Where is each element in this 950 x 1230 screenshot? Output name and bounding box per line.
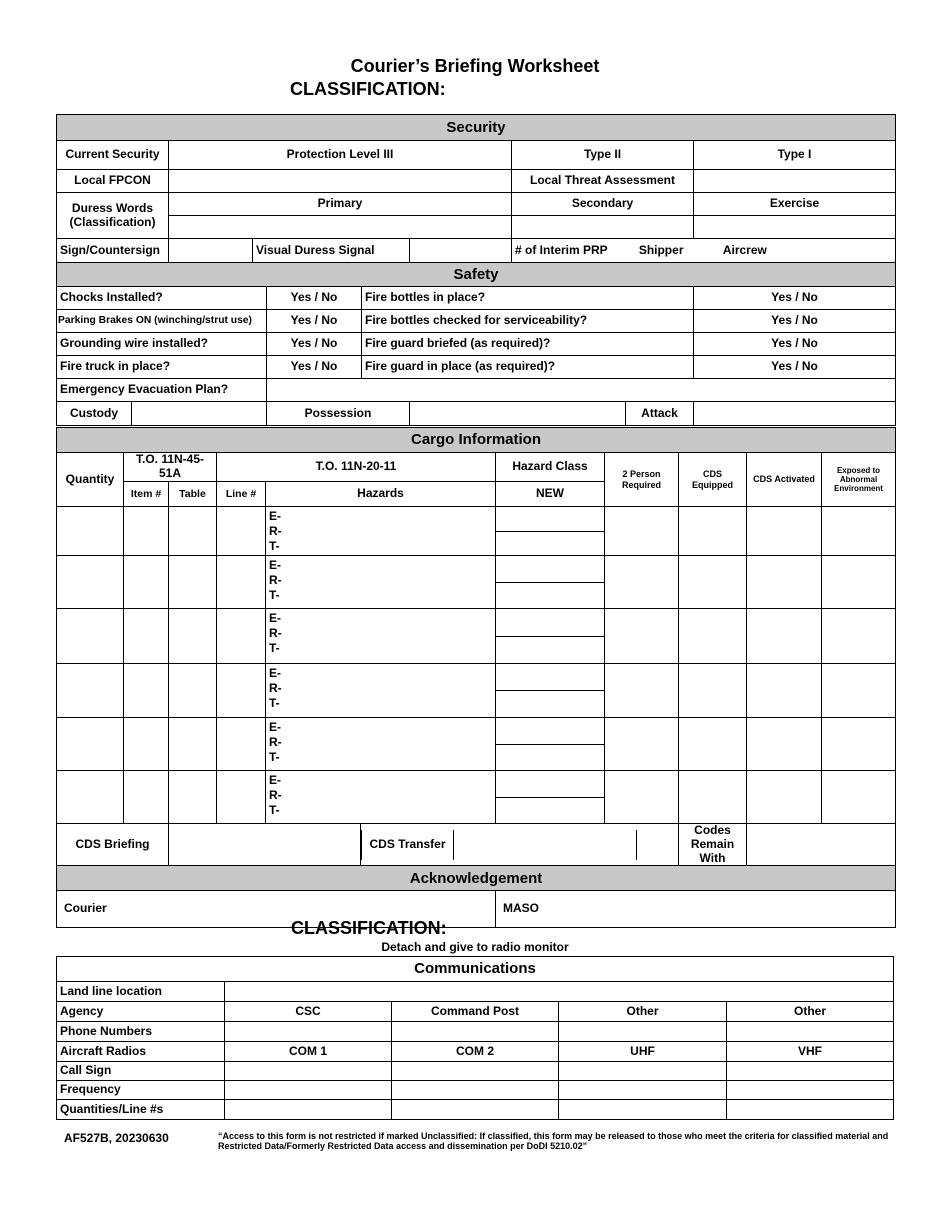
agency-label: Agency	[57, 1002, 225, 1022]
call-sign-label: Call Sign	[57, 1062, 225, 1081]
two-person-field[interactable]	[605, 718, 679, 771]
agency-csc: CSC	[225, 1002, 392, 1022]
communications-table	[56, 956, 894, 1120]
cds-equipped-field[interactable]	[679, 771, 747, 824]
quantity-field[interactable]	[57, 771, 124, 824]
item-field[interactable]	[124, 718, 169, 771]
line-header: Line #	[217, 482, 266, 507]
quantity-field[interactable]	[57, 609, 124, 664]
fire-guard-briefed-yes-no[interactable]: Yes / No	[694, 333, 896, 356]
local-threat-label: Local Threat Assessment	[512, 170, 694, 193]
quantity-header: Quantity	[57, 453, 124, 507]
hazard-r-label: R-	[269, 524, 282, 538]
local-fpcon-label: Local FPCON	[57, 170, 169, 193]
cds-equipped-field[interactable]	[679, 556, 747, 609]
new-field-upper[interactable]	[496, 556, 605, 583]
item-field[interactable]	[124, 771, 169, 824]
frequency-com1-field[interactable]	[225, 1081, 392, 1100]
cds-briefing-label: CDS Briefing	[57, 824, 169, 866]
protection-level-option[interactable]: Protection Level III	[169, 141, 512, 170]
two-person-field[interactable]	[605, 507, 679, 556]
classification-header-bottom: CLASSIFICATION:	[291, 918, 447, 938]
hazards-field[interactable]	[266, 507, 496, 556]
custody-field[interactable]	[132, 402, 267, 426]
cds-activated-header: CDS Activated	[747, 453, 822, 507]
quantities-com2-field[interactable]	[392, 1100, 559, 1120]
hazard-r-label: R-	[269, 735, 282, 749]
cds-briefing-field[interactable]	[169, 824, 361, 866]
cds-transfer-spacer	[637, 830, 679, 860]
access-note: “Access to this form is not restricted if marked Unclassified: If classified, this form may be released to those who meet the criteria for classified material and Restricted Data/Formerly Restricted Data access and dissemination per DoDI 5210.02”	[218, 1131, 889, 1152]
exercise-field[interactable]	[694, 216, 896, 239]
primary-field[interactable]	[169, 216, 512, 239]
cargo-table	[56, 427, 896, 928]
new-field-lower[interactable]	[496, 583, 605, 609]
hazard-r-label: R-	[269, 626, 282, 640]
line-field[interactable]	[217, 771, 266, 824]
two-person-field[interactable]	[605, 609, 679, 664]
fire-bottles-checked-label: Fire bottles checked for serviceability?	[362, 310, 694, 333]
cds-activated-field[interactable]	[747, 771, 822, 824]
exposed-field[interactable]	[822, 609, 896, 664]
hazard-e-label: E-	[269, 720, 281, 734]
fire-guard-place-yes-no[interactable]: Yes / No	[694, 356, 896, 379]
cds-activated-field[interactable]	[747, 664, 822, 718]
two-person-field[interactable]	[605, 556, 679, 609]
new-field-lower[interactable]	[496, 637, 605, 664]
maso-label: MASO	[503, 901, 539, 916]
fire-truck-yes-no[interactable]: Yes / No	[267, 356, 362, 379]
sign-countersign-label: Sign/Countersign	[57, 239, 169, 263]
hazards-field[interactable]	[266, 556, 496, 609]
new-field-upper[interactable]	[496, 507, 605, 532]
hazard-e-label: E-	[269, 666, 281, 680]
phone-csc-field[interactable]	[225, 1022, 392, 1042]
hazard-r-label: R-	[269, 788, 282, 802]
parking-brakes-yes-no[interactable]: Yes / No	[267, 310, 362, 333]
item-field[interactable]	[124, 609, 169, 664]
fire-bottles-label: Fire bottles in place?	[362, 287, 694, 310]
cargo-row	[57, 609, 896, 637]
evacuation-plan-field[interactable]	[267, 379, 896, 402]
form-id: AF527B, 20230630	[64, 1131, 169, 1145]
line-field[interactable]	[217, 556, 266, 609]
classification-header-top: CLASSIFICATION:	[290, 79, 446, 99]
item-field[interactable]	[124, 664, 169, 718]
table-field[interactable]	[169, 664, 217, 718]
cds-equipped-field[interactable]	[679, 718, 747, 771]
line-field[interactable]	[217, 507, 266, 556]
phone-numbers-label: Phone Numbers	[57, 1022, 225, 1042]
cds-transfer-group	[361, 824, 679, 866]
new-field-lower[interactable]	[496, 798, 605, 824]
new-field-upper[interactable]	[496, 609, 605, 637]
hazards-header: Hazards	[266, 482, 496, 507]
table-header: Table	[169, 482, 217, 507]
item-header: Item #	[124, 482, 169, 507]
secondary-field[interactable]	[512, 216, 694, 239]
interim-prp-cell	[512, 239, 896, 263]
table-field[interactable]	[169, 556, 217, 609]
frequency-label: Frequency	[57, 1081, 225, 1100]
hazards-field[interactable]	[266, 771, 496, 824]
line-field[interactable]	[217, 718, 266, 771]
exposed-field[interactable]	[822, 507, 896, 556]
evacuation-plan-label: Emergency Evacuation Plan?	[57, 379, 267, 402]
hazard-t-label: T-	[269, 539, 280, 553]
cargo-row	[57, 771, 896, 798]
visual-duress-field[interactable]	[410, 239, 512, 263]
phone-other-1-field[interactable]	[559, 1022, 727, 1042]
call-sign-vhf-field[interactable]	[727, 1062, 894, 1081]
fire-truck-label: Fire truck in place?	[57, 356, 267, 379]
radio-vhf: VHF	[727, 1042, 894, 1062]
land-line-field[interactable]	[225, 982, 894, 1002]
sign-countersign-field[interactable]	[169, 239, 253, 263]
chocks-label: Chocks Installed?	[57, 287, 267, 310]
security-header: Security	[57, 115, 896, 141]
frequency-uhf-field[interactable]	[559, 1081, 727, 1100]
ack-header: Acknowledgement	[57, 866, 896, 891]
radio-com1: COM 1	[225, 1042, 392, 1062]
two-person-header: 2 Person Required	[605, 453, 679, 507]
two-person-field[interactable]	[605, 664, 679, 718]
cds-equipped-field[interactable]	[679, 664, 747, 718]
courier-label: Courier	[64, 901, 107, 916]
cargo-row	[57, 664, 896, 691]
hazard-t-label: T-	[269, 588, 280, 602]
exposed-field[interactable]	[822, 556, 896, 609]
new-field-lower[interactable]	[496, 745, 605, 771]
type-i-option[interactable]: Type I	[694, 141, 896, 170]
fire-bottles-checked-yes-no[interactable]: Yes / No	[694, 310, 896, 333]
hazard-class-header: Hazard Class	[496, 453, 605, 482]
exposed-field[interactable]	[822, 718, 896, 771]
hazard-e-label: E-	[269, 558, 281, 572]
table-field[interactable]	[169, 609, 217, 664]
cds-transfer-subtable	[361, 830, 679, 860]
cds-transfer-label: CDS Transfer	[362, 830, 454, 860]
cargo-row	[57, 718, 896, 745]
attack-field[interactable]	[694, 402, 896, 426]
current-security-label: Current Security	[57, 141, 169, 170]
duress-words-label: Duress Words (Classification)	[57, 193, 169, 239]
land-line-label: Land line location	[57, 982, 225, 1002]
quantity-field[interactable]	[57, 664, 124, 718]
exercise-label: Exercise	[694, 193, 896, 216]
two-person-field[interactable]	[605, 771, 679, 824]
local-threat-field[interactable]	[694, 170, 896, 193]
parking-brakes-label: Parking Brakes ON (winching/strut use)	[57, 310, 267, 333]
maso-field[interactable]	[496, 891, 896, 928]
quantity-field[interactable]	[57, 507, 124, 556]
call-sign-com2-field[interactable]	[392, 1062, 559, 1081]
codes-remain-label: Codes Remain With	[679, 824, 747, 866]
quantities-com1-field[interactable]	[225, 1100, 392, 1120]
aircrew-label: Aircrew	[722, 242, 767, 257]
fire-guard-place-label: Fire guard in place (as required)?	[362, 356, 694, 379]
type-ii-option[interactable]: Type II	[512, 141, 694, 170]
quantities-uhf-field[interactable]	[559, 1100, 727, 1120]
call-sign-com1-field[interactable]	[225, 1062, 392, 1081]
frequency-com2-field[interactable]	[392, 1081, 559, 1100]
aircraft-radios-label: Aircraft Radios	[57, 1042, 225, 1062]
interim-prp-label: # of Interim PRP	[515, 242, 608, 257]
possession-label: Possession	[267, 402, 410, 426]
cargo-header: Cargo Information	[57, 428, 896, 453]
codes-remain-field[interactable]	[747, 824, 896, 866]
grounding-wire-yes-no[interactable]: Yes / No	[267, 333, 362, 356]
hazard-t-label: T-	[269, 750, 280, 764]
new-field-lower[interactable]	[496, 691, 605, 718]
call-sign-uhf-field[interactable]	[559, 1062, 727, 1081]
safety-header: Safety	[57, 263, 896, 287]
quantities-label: Quantities/Line #s	[57, 1100, 225, 1120]
phone-command-post-field[interactable]	[392, 1022, 559, 1042]
phone-other-2-field[interactable]	[727, 1022, 894, 1042]
cds-activated-field[interactable]	[747, 609, 822, 664]
hazard-e-label: E-	[269, 509, 281, 523]
new-field-lower[interactable]	[496, 532, 605, 556]
radio-com2: COM 2	[392, 1042, 559, 1062]
visual-duress-label: Visual Duress Signal	[253, 239, 410, 263]
table-field[interactable]	[169, 507, 217, 556]
cds-equipped-header: CDS Equipped	[679, 453, 747, 507]
communications-header: Communications	[57, 957, 894, 982]
exposed-field[interactable]	[822, 664, 896, 718]
grounding-wire-label: Grounding wire installed?	[57, 333, 267, 356]
line-field[interactable]	[217, 664, 266, 718]
hazard-r-label: R-	[269, 681, 282, 695]
new-field-upper[interactable]	[496, 718, 605, 745]
hazard-r-label: R-	[269, 573, 282, 587]
cds-equipped-field[interactable]	[679, 507, 747, 556]
hazards-field[interactable]	[266, 718, 496, 771]
shipper-label: Shipper	[638, 242, 684, 257]
exposed-header: Exposed to Abnormal Environment	[822, 453, 896, 507]
possession-field[interactable]	[410, 402, 626, 426]
new-field-upper[interactable]	[496, 664, 605, 691]
hazard-t-label: T-	[269, 641, 280, 655]
hazards-field[interactable]	[266, 664, 496, 718]
radio-uhf: UHF	[559, 1042, 727, 1062]
cds-activated-field[interactable]	[747, 718, 822, 771]
cds-activated-field[interactable]	[747, 507, 822, 556]
fire-bottles-yes-no[interactable]: Yes / No	[694, 287, 896, 310]
agency-other-1: Other	[559, 1002, 727, 1022]
to-45-header: T.O. 11N-45-51A	[124, 453, 217, 482]
custody-label: Custody	[57, 402, 132, 426]
exposed-field[interactable]	[822, 771, 896, 824]
detach-note: Detach and give to radio monitor	[381, 940, 569, 954]
agency-command-post: Command Post	[392, 1002, 559, 1022]
cds-transfer-field[interactable]	[454, 830, 637, 860]
hazard-t-label: T-	[269, 803, 280, 817]
quantities-vhf-field[interactable]	[727, 1100, 894, 1120]
item-field[interactable]	[124, 507, 169, 556]
cargo-row	[57, 556, 896, 583]
fire-guard-briefed-label: Fire guard briefed (as required)?	[362, 333, 694, 356]
secondary-label: Secondary	[512, 193, 694, 216]
new-header: NEW	[496, 482, 605, 507]
to-20-header: T.O. 11N-20-11	[217, 453, 496, 482]
line-field[interactable]	[217, 609, 266, 664]
hazards-field[interactable]	[266, 609, 496, 664]
table-field[interactable]	[169, 718, 217, 771]
cds-activated-field[interactable]	[747, 556, 822, 609]
new-field-upper[interactable]	[496, 771, 605, 798]
quantity-field[interactable]	[57, 556, 124, 609]
security-safety-table	[56, 114, 896, 426]
local-fpcon-field[interactable]	[169, 170, 512, 193]
agency-other-2: Other	[727, 1002, 894, 1022]
cargo-row	[57, 507, 896, 532]
cds-equipped-field[interactable]	[679, 609, 747, 664]
page-title: Courier’s Briefing Worksheet	[350, 56, 600, 76]
hazard-e-label: E-	[269, 773, 281, 787]
primary-label: Primary	[169, 193, 512, 216]
item-field[interactable]	[124, 556, 169, 609]
table-field[interactable]	[169, 771, 217, 824]
attack-label: Attack	[626, 402, 694, 426]
hazard-e-label: E-	[269, 611, 281, 625]
chocks-yes-no[interactable]: Yes / No	[267, 287, 362, 310]
frequency-vhf-field[interactable]	[727, 1081, 894, 1100]
hazard-t-label: T-	[269, 696, 280, 710]
quantity-field[interactable]	[57, 718, 124, 771]
